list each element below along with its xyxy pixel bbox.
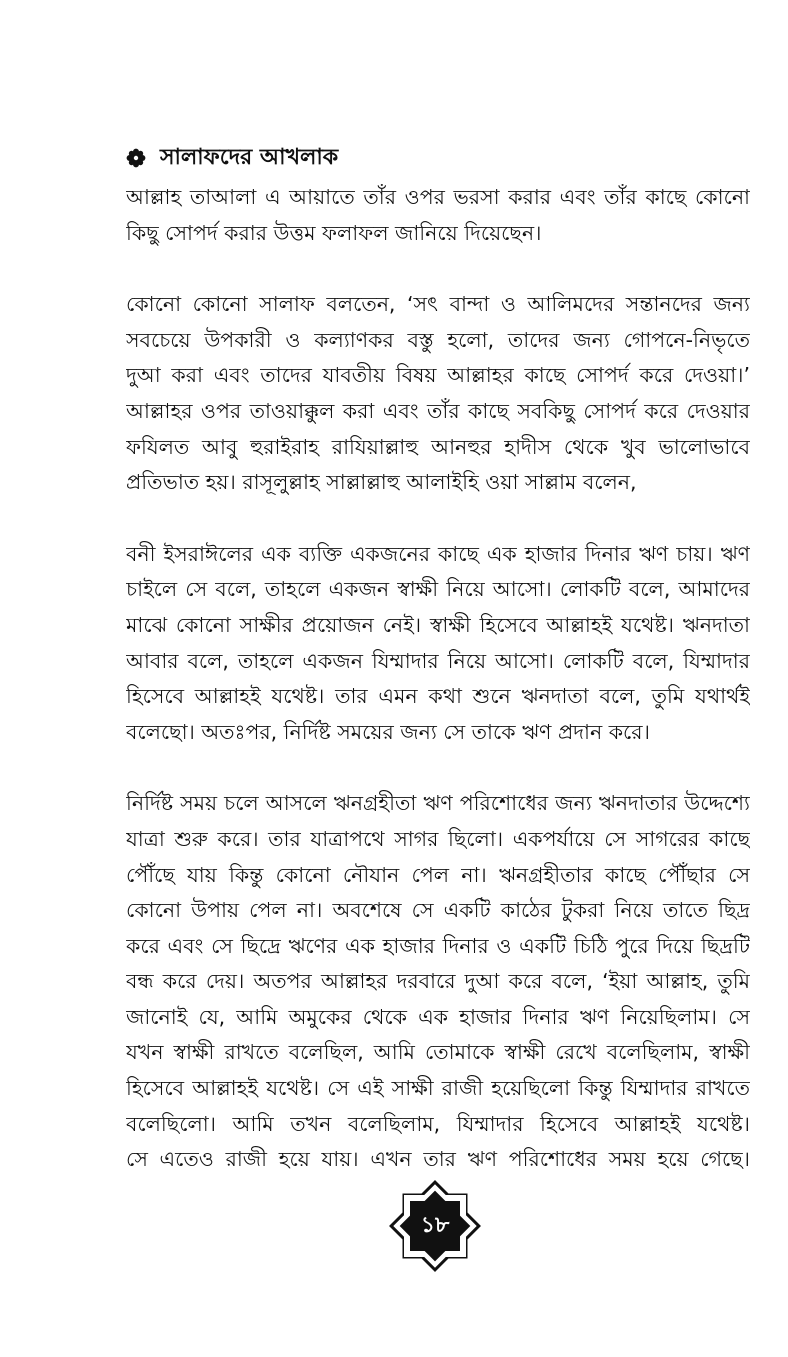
- text-line: আবার বলে, তাহলে একজন যিম্মাদার নিয়ে আসো। লোকটি বলে, যিম্মাদার: [126, 648, 750, 673]
- text-line: আল্লাহ তাআলা এ আয়াতে তাঁর ওপর ভরসা করার এবং তাঁর কাছে কোনো: [126, 185, 750, 209]
- text-line: বন্ধ করে দেয়। অতপর আল্লাহর দরবারে দুআ করে বলে, ‘ইয়া আল্লাহ, তুমি: [126, 969, 750, 994]
- text-line: চাইলে সে বলে, তাহলে একজন স্বাক্ষী নিয়ে আসো। লোকটি বলে, আমাদের: [126, 577, 750, 602]
- body-text: [126, 180, 750, 1214]
- text-line: পৌঁছে যায় কিন্তু কোনো নৌযান পেল না। ঋনগ্রহীতার কাছে পৌঁছার সে: [126, 862, 750, 887]
- text-line: কিছু সোপর্দ করার উত্তম ফলাফল জানিয়ে দিয়েছেন।: [126, 220, 542, 245]
- text-line: বলেছিলো। আমি তখন বলেছিলাম, যিম্মাদার হিসেবে আল্লাহই যথেষ্ট।: [126, 1111, 750, 1136]
- page-number-badge: [386, 1177, 484, 1275]
- paragraph: [126, 180, 750, 251]
- text-line: জানোই যে, আমি অমুকের থেকে এক হাজার দিনার ঋণ নিয়েছিলাম। সে: [126, 1004, 750, 1029]
- paragraph: [126, 537, 750, 751]
- text-line: সবচেয়ে উপকারী ও কল্যাণকর বস্তু হলো, তাদের জন্য গোপনে-নিভৃতে: [126, 327, 750, 352]
- text-line: করে এবং সে ছিদ্রে ঋণের এক হাজার দিনার ও একটি চিঠি পুরে দিয়ে ছিদ্রটি: [126, 933, 750, 958]
- section-header: [126, 140, 338, 176]
- paragraph: [126, 786, 750, 1178]
- paragraph: [126, 287, 750, 501]
- text-line: কোনো উপায় পেল না। অবশেষে সে একটি কাঠের টুকরা নিয়ে তাতে ছিদ্র: [126, 898, 750, 923]
- flower-ornament-icon: [126, 148, 146, 168]
- text-line: ফযিলত আবু হুরাইরাহ রাযিয়াল্লাহু আনহুর হাদীস থেকে খুব ভালোভাবে: [126, 434, 750, 459]
- page-number: ১৮: [420, 1212, 450, 1238]
- text-line: দুআ করা এবং তাদের যাবতীয় বিষয় আল্লাহর কাছে সোপর্দ করে দেওয়া।’: [126, 363, 750, 388]
- text-line: যাত্রা শুরু করে। তার যাত্রাপথে সাগর ছিলো। একপর্যায়ে সে সাগরের কাছে: [126, 826, 750, 851]
- section-title: সালাফদের আখলাক: [160, 145, 339, 170]
- text-line: মাঝে কোনো সাক্ষীর প্রয়োজন নেই। স্বাক্ষী হিসেবে আল্লাহই যথেষ্ট। ঋনদাতা: [126, 612, 750, 637]
- text-line: সে এতেও রাজী হয়ে যায়। এখন তার ঋণ পরিশোধের সময় হয়ে গেছে।: [126, 1147, 750, 1172]
- text-line: আল্লাহর ওপর তাওয়াক্কুল করা এবং তাঁর কাছে সবকিছু সোপর্দ করে দেওয়ার: [126, 398, 750, 423]
- text-line: যখন স্বাক্ষী রাখতে বলেছিল, আমি তোমাকে স্বাক্ষী রেখে বলেছিলাম, স্বাক্ষী: [126, 1040, 750, 1065]
- text-line: কোনো কোনো সালাফ বলতেন, ‘সৎ বান্দা ও আলিমদের সন্তানদের জন্য: [126, 292, 750, 317]
- text-line: হিসেবে আল্লাহই যথেষ্ট। তার এমন কথা শুনে ঋনদাতা বলে, তুমি যথার্থই: [126, 684, 750, 709]
- text-line: বলেছো। অতঃপর, নির্দিষ্ট সময়ের জন্য সে তাকে ঋণ প্রদান করে।: [126, 719, 650, 744]
- text-line: নির্দিষ্ট সময় চলে আসলে ঋনগ্রহীতা ঋণ পরিশোধের জন্য ঋনদাতার উদ্দেশ্যে: [126, 791, 750, 816]
- text-line: বনী ইসরাঈলের এক ব্যক্তি একজনের কাছে এক হাজার দিনার ঋণ চায়। ঋণ: [126, 541, 750, 566]
- text-line: হিসেবে আল্লাহই যথেষ্ট। সে এই সাক্ষী রাজী হয়েছিলো কিন্তু যিম্মাদার রাখতে: [126, 1076, 750, 1101]
- text-line: প্রতিভাত হয়। রাসূলুল্লাহ সাল্লাল্লাহু আলাইহি ওয়া সাল্লাম বলেন,: [126, 470, 637, 495]
